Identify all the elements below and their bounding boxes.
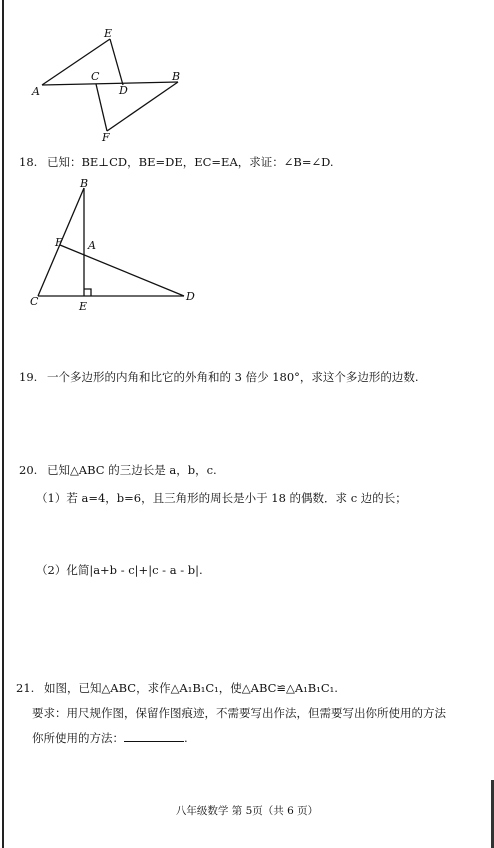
label-F: F — [55, 236, 63, 249]
right-angle-mark — [84, 289, 91, 296]
page-left-edge — [2, 0, 4, 848]
q18-text: 已知：BE⊥CD，BE=DE，EC=EA，求证：∠B=∠D. — [46, 155, 334, 169]
figure-q17 — [30, 28, 230, 143]
segment-FC — [96, 84, 107, 131]
q20-text: 已知△ABC 的三边长是 a，b，c. — [46, 463, 217, 477]
label-F: F — [102, 131, 110, 143]
label-A: A — [88, 239, 96, 252]
label-E: E — [79, 300, 88, 313]
q21-method-label: 你所使用的方法： — [32, 731, 124, 745]
label-D: D — [119, 84, 128, 97]
segment-FD — [60, 245, 184, 296]
segment-BF — [107, 82, 178, 131]
q21-text: 如图，已知△ABC，求作△A₁B₁C₁，使△ABC≌△A₁B₁C₁. — [43, 681, 338, 695]
label-D: D — [186, 290, 195, 303]
label-E: E — [104, 28, 113, 40]
q18-line — [19, 155, 334, 169]
segment-ED — [110, 39, 123, 85]
answer-blank[interactable] — [124, 731, 184, 742]
label-B: B — [172, 70, 181, 83]
page-footer: 八年级数学 第 5页（共 6 页） — [175, 805, 319, 817]
q18-number: 18. — [19, 155, 38, 169]
q21-number: 21. — [16, 681, 35, 695]
q19-number: 19. — [19, 370, 38, 384]
q19-line — [19, 370, 419, 384]
q21-line — [16, 681, 338, 695]
segment-AE — [42, 39, 110, 85]
q20-part1: （1）若 a=4，b=6，且三角形的周长是小于 18 的偶数．求 c 边的长； — [36, 491, 407, 505]
segment-AB — [42, 82, 178, 85]
q19-text: 一个多边形的内角和比它的外角和的 3 倍少 180°，求这个多边形的边数. — [46, 370, 419, 384]
q20-line — [19, 463, 217, 477]
q21-method-line: 你所使用的方法： . — [32, 731, 188, 745]
label-C: C — [91, 70, 100, 83]
q20-number: 20. — [19, 463, 38, 477]
label-A: A — [32, 85, 40, 98]
q20-part2: （2）化简|a+b - c|+|c - a - b|. — [36, 563, 203, 577]
label-B: B — [80, 178, 89, 190]
figure-q18 — [28, 178, 203, 313]
label-C: C — [30, 295, 39, 308]
q21-requirement: 要求：用尺规作图，保留作图痕迹，不需要写出作法，但需要写出你所使用的方法 — [32, 706, 446, 720]
